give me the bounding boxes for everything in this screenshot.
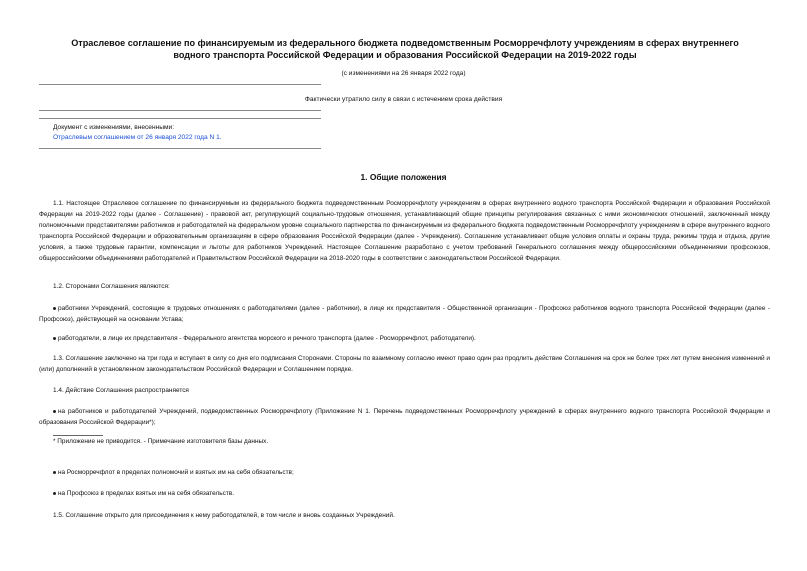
bullet-icon [53, 492, 56, 495]
divider [39, 110, 321, 111]
list-item [39, 468, 770, 479]
paragraph-1-5: 1.5. Соглашение открыто для присоединения к нему работодателей, в том числе и вновь созданных Учреждений. [53, 512, 395, 519]
changes-note: (с изменениями на 26 января 2022 года) [341, 70, 466, 77]
footnote-divider [53, 435, 103, 436]
list-item-text: на Росморречфлот в пределах полномочий и взятых им на себя обязательств; [58, 469, 294, 476]
amended-by-label: Документ с изменениями, внесенными: [53, 124, 175, 131]
list-item [39, 489, 770, 500]
bullet-icon [53, 410, 56, 413]
list-item-text: работники Учреждений, состоящие в трудовых отношениях с работодателями (далее - работники), в лице их представителя - Общественной организации - Профсоюз работников водного транспорта Российской Федерации (далее - Профсоюз), действующей на основании Устава; [39, 305, 770, 323]
paragraph-1-2: 1.2. Сторонами Соглашения являются: [53, 283, 170, 290]
list-item-text: на работников и работодателей Учреждений, подведомственных Росморречфлоту (Приложение N 1. Перечень подведомственных Росморречфлоту учреждений в сферах внутреннего водного транспорта Российской Федерации и образования Российской Федерации*); [39, 408, 770, 426]
paragraph-1-4: 1.4. Действие Соглашения распространяется [53, 387, 189, 394]
list-item-text: на Профсоюз в пределах взятых им на себя обязательств. [58, 490, 235, 497]
list-item [39, 334, 770, 345]
bullet-icon [53, 471, 56, 474]
divider [39, 84, 321, 85]
footnote: * Приложение не приводится. - Примечание изготовителя базы данных. [53, 438, 269, 445]
bullet-icon [53, 307, 56, 310]
paragraph-1-3: 1.3. Соглашение заключено на три года и вступает в силу со дня его подписания Сторонами. Стороны по взаимному согласию имеют право один раз продлить действие Соглашения на срок не более трех лет путем внесения изменений и (или) дополнений в установленном законодательством Российской Федерации и Соглашением порядке. [39, 355, 770, 373]
list-item [39, 304, 770, 326]
list-item [39, 407, 770, 429]
divider [39, 148, 321, 149]
bullet-icon [53, 337, 56, 340]
list-item-text: работодатели, в лице их представителя - Федерального агентства морского и речного транспорта (далее - Росморречфлот, работодатели). [58, 335, 476, 342]
document-title: Отраслевое соглашение по финансируемым из федерального бюджета подведомственным Росморречфлоту учреждениям в сферах внутреннего водного транспорта Российской Федерации и образования Российской Федерации на 2019-2022 годы [71, 38, 739, 60]
amending-agreement-link[interactable]: Отраслевым соглашением от 26 января 2022 года N 1. [53, 134, 222, 141]
document-status: Фактически утратило силу в связи с истечением срока действия [304, 96, 503, 103]
section-heading: 1. Общие положения [360, 172, 447, 182]
paragraph-1-1: 1.1. Настоящее Отраслевое соглашение по финансируемым из федерального бюджета подведомственным Росморречфлоту учреждениям в сферах внутреннего водного транспорта Российской Федерации и образования Российской Федерации на 2019-2022 годы (далее - Соглашение) - правовой акт, регулирующий социально-трудовые отношения, устанавливающий общие принципы регулирования связанных с ними экономических отношений, заключенный между полномочными представителями работников и работодателей на федеральном уровне социального партнерства по финансируемым из федерального бюджета подведомственным Росморречфлоту учреждениям в сфере внутреннего водного транспорта Российской Федерации и образовательным организациям в сфере образования Российской Федерации (далее - Учреждения). Соглашение устанавливает общие условия оплаты и охраны труда, режимы труда и отдыха, другие условия, а также трудовые гарантии, компенсации и льготы для работников Учреждений. Настоящее Соглашение разработано с учетом требований Генерального соглашения между общероссийскими объединениями профсоюзов, общероссийскими объединениями работодателей и Правительством Российской Федерации на 2018-2020 годы в соответствии с законодательством Российской Федерации. [39, 200, 770, 262]
divider [39, 118, 321, 119]
